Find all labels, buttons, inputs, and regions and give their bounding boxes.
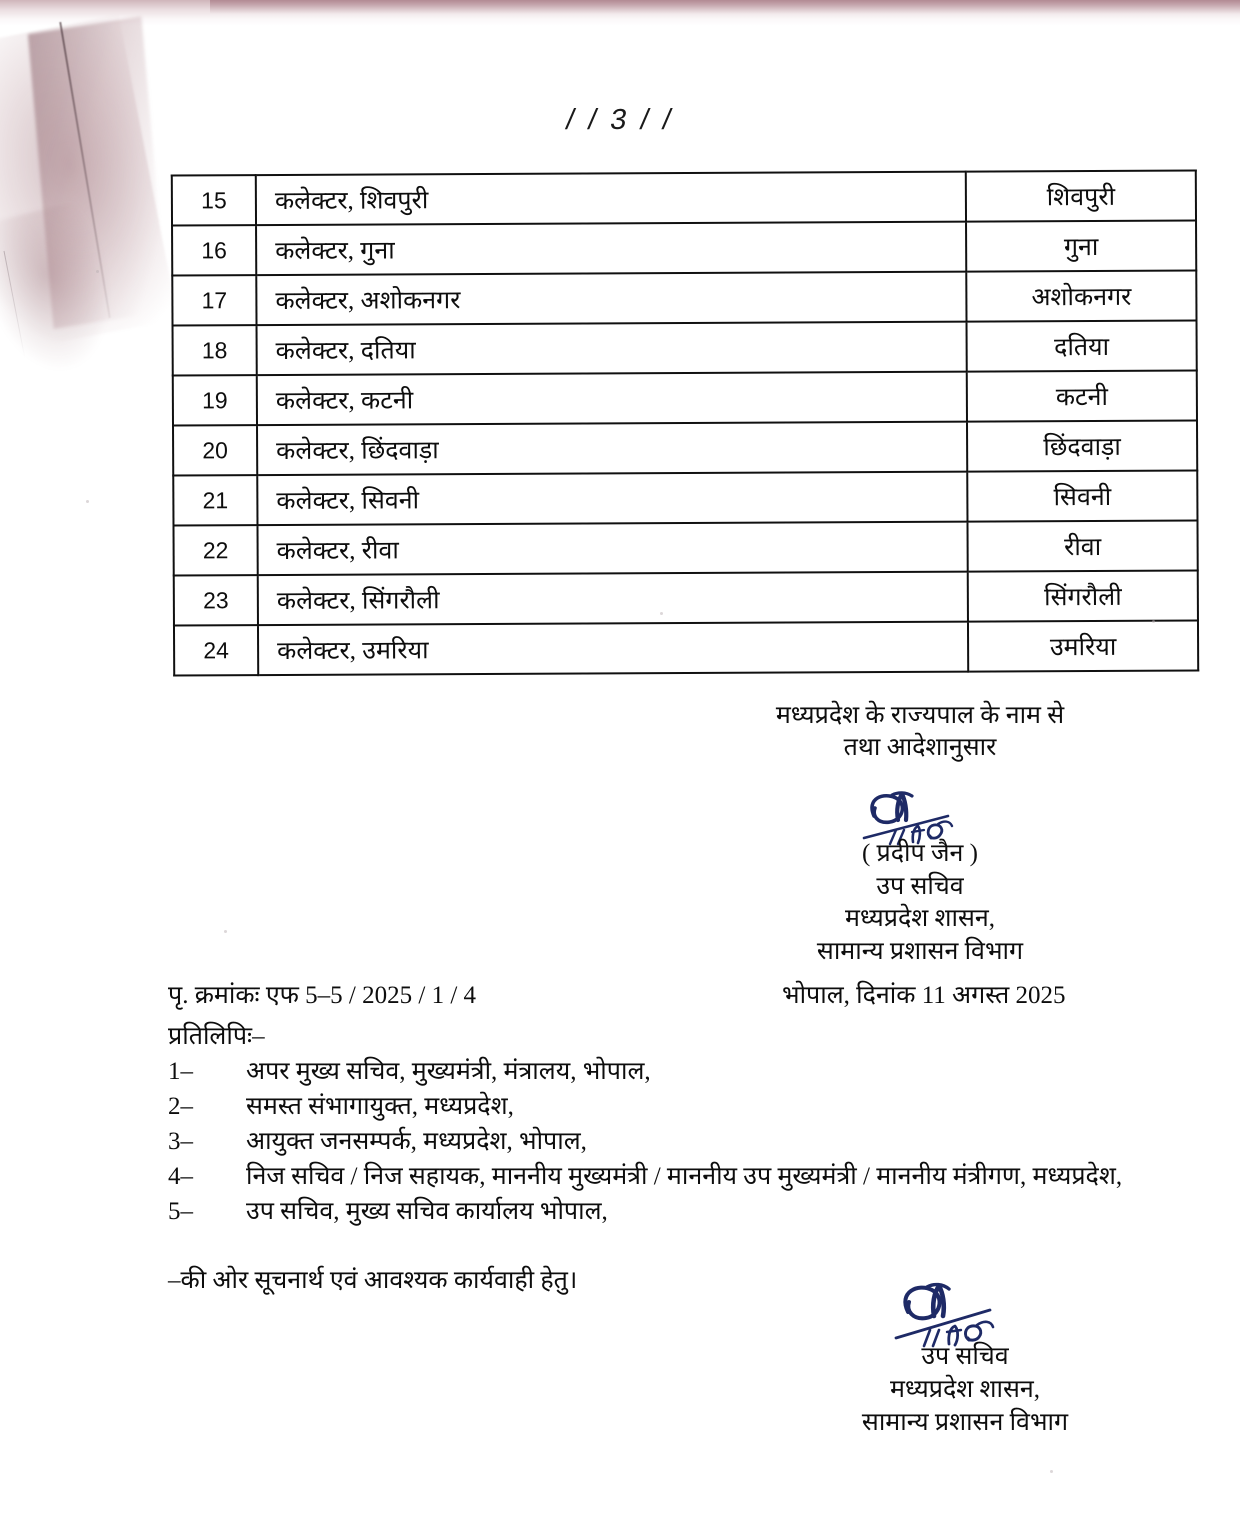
cell-district-name: रीवा bbox=[967, 520, 1197, 571]
table-row bbox=[173, 370, 1197, 425]
cell-serial-number: 22 bbox=[173, 525, 257, 575]
page-number-marker: / / 3 / / bbox=[563, 104, 677, 136]
scan-speck bbox=[96, 270, 99, 273]
reference-number: पृ. क्रमांकः एफ 5–5 / 2025 / 1 / 4 bbox=[168, 982, 477, 1009]
cell-district-name: उमरिया bbox=[968, 620, 1198, 671]
cell-serial-number: 15 bbox=[172, 175, 256, 225]
cell-serial-number: 23 bbox=[174, 575, 258, 625]
list-item bbox=[168, 1056, 1178, 1088]
list-item-number: 5– bbox=[168, 1198, 193, 1225]
cell-post-name: कलेक्टर, उमरिया bbox=[258, 622, 968, 675]
list-item bbox=[168, 1196, 1178, 1228]
cell-post-name: कलेक्टर, सिवनी bbox=[257, 472, 967, 525]
signatory-designation: उप सचिव bbox=[876, 872, 964, 900]
cell-district-name: सिवनी bbox=[967, 470, 1197, 521]
copy-to-list bbox=[168, 1056, 1178, 1231]
footer-designation-block bbox=[740, 1340, 1190, 1439]
scan-edge-top bbox=[0, 0, 1240, 26]
list-item-number: 4– bbox=[168, 1163, 193, 1190]
cell-post-name: कलेक्टर, शिवपुरी bbox=[256, 172, 966, 225]
signatory-government: मध्यप्रदेश शासन, bbox=[844, 905, 996, 932]
cell-post-name: कलेक्टर, रीवा bbox=[257, 522, 967, 575]
list-item-text: समस्त संभागायुक्त, मध्यप्रदेश, bbox=[246, 1093, 514, 1120]
collector-district-table bbox=[171, 169, 1199, 676]
cell-post-name: कलेक्टर, सिंगरौली bbox=[258, 572, 968, 625]
cell-serial-number: 21 bbox=[173, 475, 257, 525]
handwritten-signature-icon bbox=[790, 1278, 1190, 1348]
list-item-number: 2– bbox=[168, 1093, 193, 1120]
table-row bbox=[173, 470, 1197, 525]
signatory-designation-block bbox=[660, 838, 1180, 968]
signature-block-footer bbox=[790, 1278, 1190, 1348]
cell-serial-number: 24 bbox=[174, 625, 258, 675]
copy-to-heading: प्रतिलिपिः– bbox=[168, 1023, 265, 1050]
table-row bbox=[173, 320, 1197, 375]
footer-designation: उप सचिव bbox=[921, 1343, 1009, 1370]
scan-edge-top-dark bbox=[210, 0, 1240, 14]
cell-district-name: सिंगरौली bbox=[968, 570, 1198, 621]
cell-post-name: कलेक्टर, दतिया bbox=[257, 322, 967, 375]
list-item-text: उप सचिव, मुख्य सचिव कार्यालय भोपाल, bbox=[246, 1198, 608, 1225]
list-item-text: अपर मुख्य सचिव, मुख्यमंत्री, मंत्रालय, भोपाल, bbox=[246, 1058, 651, 1085]
closing-line: –की ओर सूचनार्थ एवं आवश्यक कार्यवाही हेतु। bbox=[168, 1267, 578, 1294]
table-row bbox=[174, 620, 1198, 675]
scan-smudge-left-b bbox=[28, 16, 167, 329]
table-row bbox=[174, 570, 1198, 625]
cell-post-name: कलेक्टर, अशोकनगर bbox=[256, 272, 966, 325]
cell-district-name: गुना bbox=[966, 221, 1196, 272]
table-row bbox=[172, 221, 1196, 276]
footer-department: सामान्य प्रशासन विभाग bbox=[861, 1409, 1069, 1436]
order-by-governor-block bbox=[660, 700, 1180, 764]
place-and-date: भोपाल, दिनांक 11 अगस्त 2025 bbox=[782, 982, 1066, 1009]
table-row bbox=[173, 420, 1197, 475]
scan-speck bbox=[224, 930, 227, 933]
table-row bbox=[173, 520, 1197, 575]
scan-smudge-left-a bbox=[0, 15, 178, 356]
scan-smudge-left-c bbox=[0, 198, 128, 382]
cell-post-name: कलेक्टर, कटनी bbox=[257, 372, 967, 425]
cell-serial-number: 16 bbox=[172, 225, 256, 275]
cell-serial-number: 19 bbox=[173, 375, 257, 425]
list-item bbox=[168, 1126, 1178, 1158]
cell-post-name: कलेक्टर, गुना bbox=[256, 222, 966, 275]
list-item-number: 1– bbox=[168, 1058, 193, 1085]
cell-district-name: अशोकनगर bbox=[966, 270, 1196, 321]
cell-serial-number: 18 bbox=[173, 325, 257, 375]
list-item-text: आयुक्त जनसम्पर्क, मध्यप्रदेश, भोपाल, bbox=[246, 1128, 587, 1155]
scan-crease-line-2 bbox=[4, 251, 26, 359]
table-row bbox=[172, 270, 1196, 325]
list-item-text: निज सचिव / निज सहायक, माननीय मुख्यमंत्री / माननीय उप मुख्यमंत्री / माननीय मंत्रीगण, मध्यप्रदेश, bbox=[246, 1163, 1123, 1190]
order-by-line-1: मध्यप्रदेश के राज्यपाल के नाम से bbox=[775, 702, 1065, 729]
scan-crease-line bbox=[59, 22, 110, 318]
list-item-number: 3– bbox=[168, 1128, 193, 1155]
cell-serial-number: 17 bbox=[172, 275, 256, 325]
table-row bbox=[172, 171, 1196, 226]
signatory-name: ( प्रदीप जैन ) bbox=[861, 840, 978, 867]
scan-speck bbox=[1050, 1470, 1053, 1473]
cell-serial-number: 20 bbox=[173, 425, 257, 475]
signatory-department: सामान्य प्रशासन विभाग bbox=[816, 937, 1024, 965]
table-body bbox=[172, 171, 1198, 676]
cell-district-name: शिवपुरी bbox=[966, 171, 1196, 222]
scan-speck bbox=[86, 500, 89, 503]
footer-government: मध्यप्रदेश शासन, bbox=[889, 1376, 1041, 1403]
order-by-line-2: तथा आदेशानुसार bbox=[843, 734, 997, 761]
cell-post-name: कलेक्टर, छिंदवाड़ा bbox=[257, 422, 967, 475]
list-item bbox=[168, 1161, 1178, 1193]
list-item bbox=[168, 1091, 1178, 1123]
cell-district-name: छिंदवाड़ा bbox=[967, 420, 1197, 471]
cell-district-name: कटनी bbox=[967, 370, 1197, 421]
cell-district-name: दतिया bbox=[967, 320, 1197, 371]
